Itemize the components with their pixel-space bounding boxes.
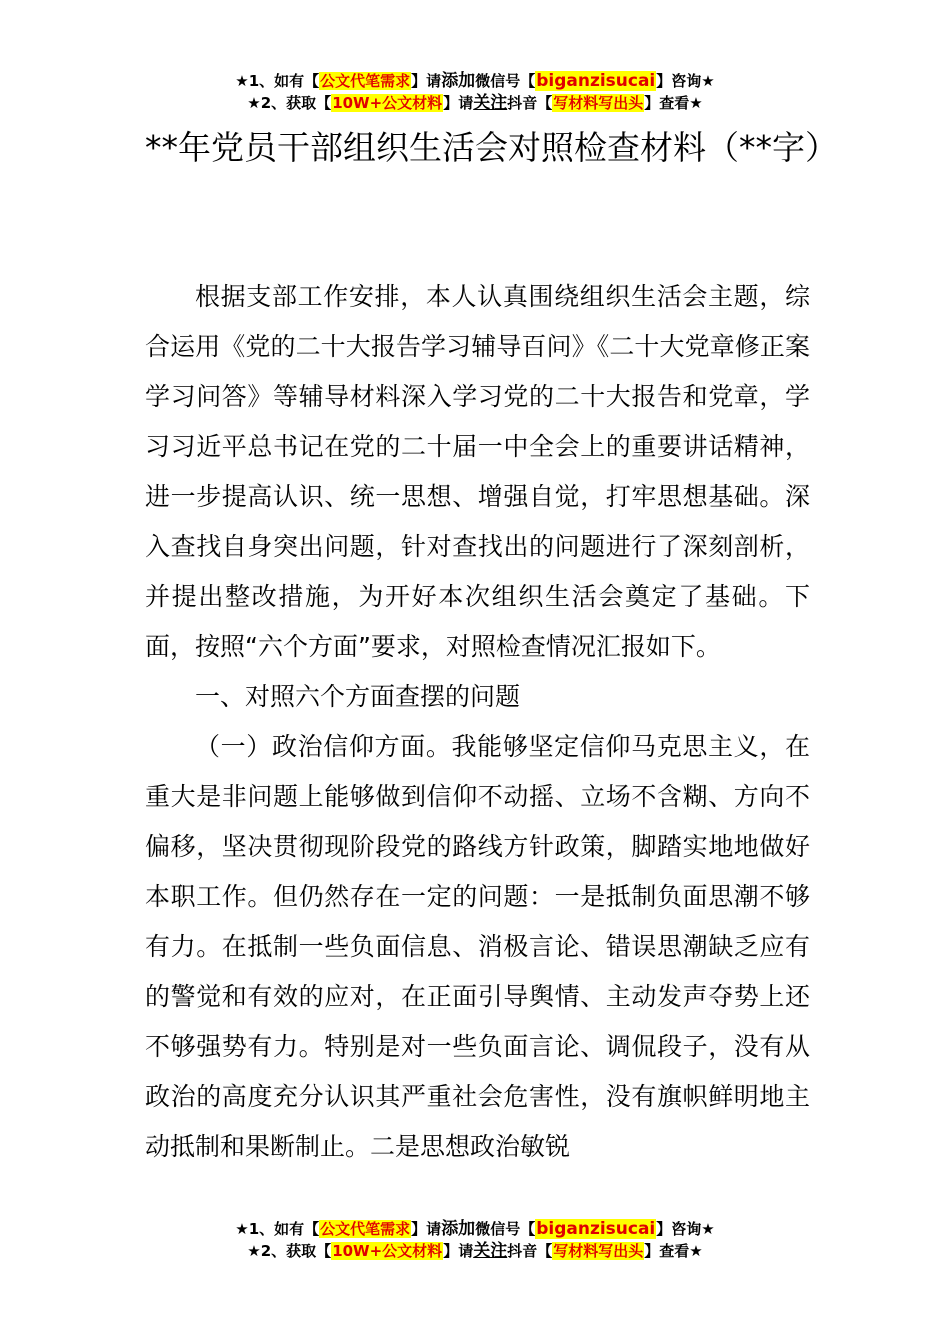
- promo-highlight: biganzisucai: [536, 1219, 656, 1239]
- promo-highlight: 写材料写出头: [553, 94, 644, 112]
- promo-highlight: 公文代笔需求: [320, 1220, 411, 1238]
- promo-text: 抖音【: [507, 94, 553, 112]
- promo-text: 】咨询★: [656, 1220, 715, 1238]
- promo-text: ★1、如有【: [235, 1220, 320, 1238]
- promo-emphasis: 添加: [441, 1219, 476, 1239]
- promo-emphasis: 关注: [473, 93, 508, 113]
- promo-text: ★1、如有【: [235, 72, 320, 90]
- promo-text: 】请: [411, 72, 442, 90]
- promo-text: 微信号【: [475, 1220, 536, 1238]
- promo-line-1: [0, 1218, 950, 1240]
- document-body: [145, 272, 810, 1172]
- promo-text: 】查看★: [644, 94, 703, 112]
- promo-text: 】请: [443, 94, 474, 112]
- paragraph-political-belief: （一）政治信仰方面。我能够坚定信仰马克思主义，在重大是非问题上能够做到信仰不动摇、立场不含糊、方向不偏移，坚决贯彻现阶段党的路线方针政策，脚踏实地地做好本职工作。但仍然存在一定的问题：一是抵制负面思潮不够有力。在抵制一些负面信息、消极言论、错误思潮缺乏应有的警觉和有效的应对，在正面引导舆情、主动发声夺势上还不够强势有力。特别是对一些负面言论、调侃段子，没有从政治的高度充分认识其严重社会危害性，没有旗帜鲜明地主动抵制和果断制止。二是思想政治敏锐: [145, 732, 810, 1161]
- promo-text: ★2、获取【: [247, 1242, 332, 1260]
- promo-highlight: 公文代笔需求: [320, 72, 411, 90]
- promo-emphasis: 添加: [441, 71, 476, 91]
- promo-highlight: 写材料写出头: [553, 1242, 644, 1260]
- document-title: **年党员干部组织生活会对照检查材料（**字）: [145, 128, 838, 167]
- promo-highlight: 10W+公文材料: [332, 1242, 443, 1260]
- promo-highlight: 10W+公文材料: [332, 94, 443, 112]
- promo-highlight: biganzisucai: [536, 71, 656, 91]
- promo-text: 微信号【: [475, 72, 536, 90]
- paragraph-intro: 根据支部工作安排，本人认真围绕组织生活会主题，综合运用《党的二十大报告学习辅导百问》《二十大党章修正案学习问答》等辅导材料深入学习党的二十大报告和党章，学习习近平总书记在党的二十届一中全会上的重要讲话精神，进一步提高认识、统一思想、增强自觉，打牢思想基础。深入查找自身突出问题，针对查找出的问题进行了深刻剖析，并提出整改措施，为开好本次组织生活会奠定了基础。下面，按照“六个方面”要求，对照检查情况汇报如下。: [145, 282, 810, 661]
- top-promo-banner: [0, 70, 950, 114]
- promo-text: ★2、获取【: [247, 94, 332, 112]
- promo-text: 】请: [443, 1242, 474, 1260]
- promo-text: 抖音【: [507, 1242, 553, 1260]
- promo-text: 】咨询★: [656, 72, 715, 90]
- promo-text: 】查看★: [644, 1242, 703, 1260]
- promo-text: 】请: [411, 1220, 442, 1238]
- promo-line-2: [0, 92, 950, 114]
- bottom-promo-banner: [0, 1218, 950, 1262]
- section-heading: 一、对照六个方面查摆的问题: [195, 682, 521, 711]
- promo-line-1: [0, 70, 950, 92]
- promo-line-2: [0, 1240, 950, 1262]
- promo-emphasis: 关注: [473, 1241, 508, 1261]
